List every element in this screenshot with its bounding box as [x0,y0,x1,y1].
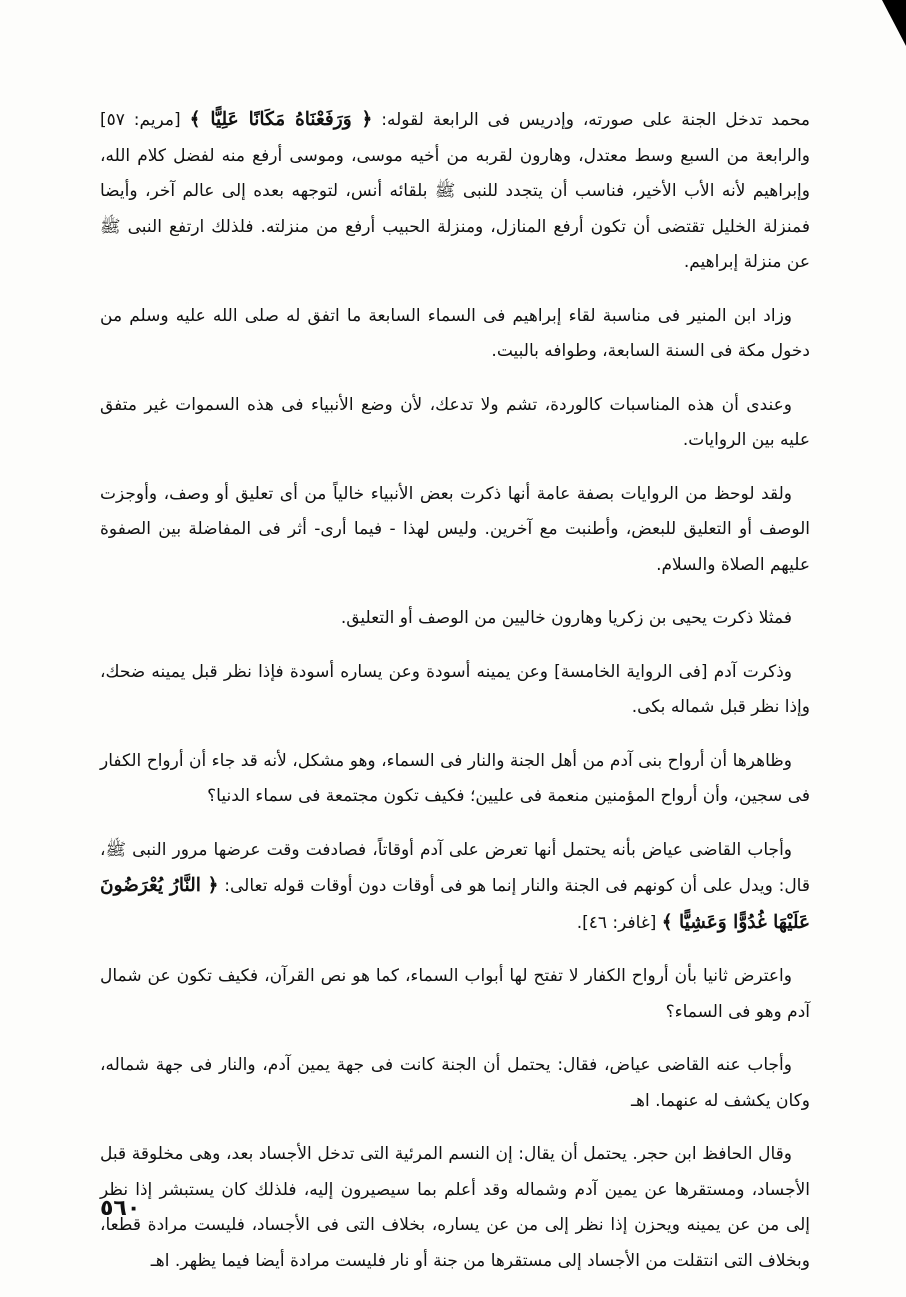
paragraph-text: وذكرت آدم [فى الرواية الخامسة] وعن يمينه أسودة وعن يساره أسودة فإذا نظر قبل يمينه ضحك، وإذا نظر قبل شماله بكى. [100,661,810,717]
paragraph-text: [مريم: ٥٧] والرابعة من السبع وسط معتدل، وهارون لقربه من أخيه موسى، وموسى أرفع منه لفضل كلام الله، وإبراهيم لأنه الأب الأخير، فناسب أن يتجدد للنبى ﷺ بلقائه أنس، لتوجهه بعده إلى عالم آخر، وأيضا فمنزلة الخليل تقتضى أن تكون أرفع المنازل، ومنزلة الحبيب أرفع من منزلته. فلذلك ارتفع النبى ﷺ عن منزلة إبراهيم. [100,110,810,272]
paragraph-text: وقال الحافظ ابن حجر. يحتمل أن يقال: إن النسم المرئية التى تدخل الأجساد بعد، وهى مخلوقة قبل الأجساد، ومستقرها عن يمين آدم وشماله وقد أعلم بما سيصيرون إليه، فلذلك كان يستبشر إذا نظر إلى من عن يمينه ويحزن إذا نظر إلى من عن يساره، بخلاف التى فى الأجساد، فليست مرادة قطعا، وبخلاف التى انتقلت من الأجساد إلى مستقرها من جنة أو نار فليست مرادة أيضا فيما يظهر. اهـ [100,1144,810,1271]
paragraph [100,655,810,726]
paragraph-text: محمد تدخل الجنة على صورته، وإدريس فى الرابعة لقوله: [372,110,811,130]
paragraph [100,601,810,637]
paragraph [100,1048,810,1119]
paragraph-text: وأجاب القاضى عياض بأنه يحتمل أنها تعرض على آدم أوقاتاً، فصادفت وقت عرضها مرور النبى ﷺ، قال: ويدل على أن كونهم فى الجنة والنار إنما هو فى أوقات دون أوقات قوله تعالى: [100,839,810,896]
paragraph-text: وزاد ابن المنير فى مناسبة لقاء إبراهيم فى السماء السابعة ما اتفق له صلى الله عليه وسلم من دخول مكة فى السنة السابعة، وطوافه بالبيت. [100,305,810,361]
page-corner-mark [882,0,906,46]
paragraph [100,299,810,370]
paragraph-text: فمثلا ذكرت يحيى بن زكريا وهارون خاليين من الوصف أو التعليق. [340,608,792,628]
paragraph-text: وظاهرها أن أرواح بنى آدم من أهل الجنة والنار فى السماء، وهو مشكل، لأنه قد جاء أن أرواح الكفار فى سجين، وأن أرواح المؤمنين منعمة فى عليين؛ فكيف تكون مجتمعة فى سماء الدنيا؟ [100,750,810,806]
paragraph [100,959,810,1030]
paragraph [100,477,810,584]
quran-verse: ﴿ النَّارُ يُعْرَضُونَ عَلَيْهَا غُدُوًّا وَعَشِيًّا ﴾ [100,875,810,933]
paragraph-text: ولقد لوحظ من الروايات بصفة عامة أنها ذكرت بعض الأنبياء خالياً من أى تعليق أو وصف، وأوجزت الوصف أو التعليق للبعض، وأطنبت مع آخرين. وليس لهذا - فيما أرى- أثر فى المفاضلة بين الصفوة عليهم الصلاة والسلام. [100,483,810,575]
paragraph [100,833,810,942]
paragraph [100,388,810,459]
quran-verse: ﴿ وَرَفَعْنَاهُ مَكَانًا عَلِيًّا ﴾ [189,109,373,130]
page-body [100,102,810,1297]
paragraph-text: وأجاب عنه القاضى عياض، فقال: يحتمل أن الجنة كانت فى جهة يمين آدم، والنار فى جهة شماله، وكان يكشف له عنهما. اهـ [100,1055,810,1111]
paragraph [100,744,810,815]
page-number: ٥٦٠ [100,1196,141,1221]
paragraph-text: واعترض ثانيا بأن أرواح الكفار لا تفتح لها أبواب السماء، كما هو نص القرآن، فكيف تكون عن شمال آدم وهو فى السماء؟ [100,966,810,1022]
paragraph-text: وعندى أن هذه المناسبات كالوردة، تشم ولا تدعك، لأن وضع الأنبياء فى هذه السموات غير متفق عليه بين الروايات. [100,394,810,450]
paragraph [100,1137,810,1279]
paragraph [100,102,810,281]
paragraph-text: [غافر: ٤٦]. [576,912,662,933]
